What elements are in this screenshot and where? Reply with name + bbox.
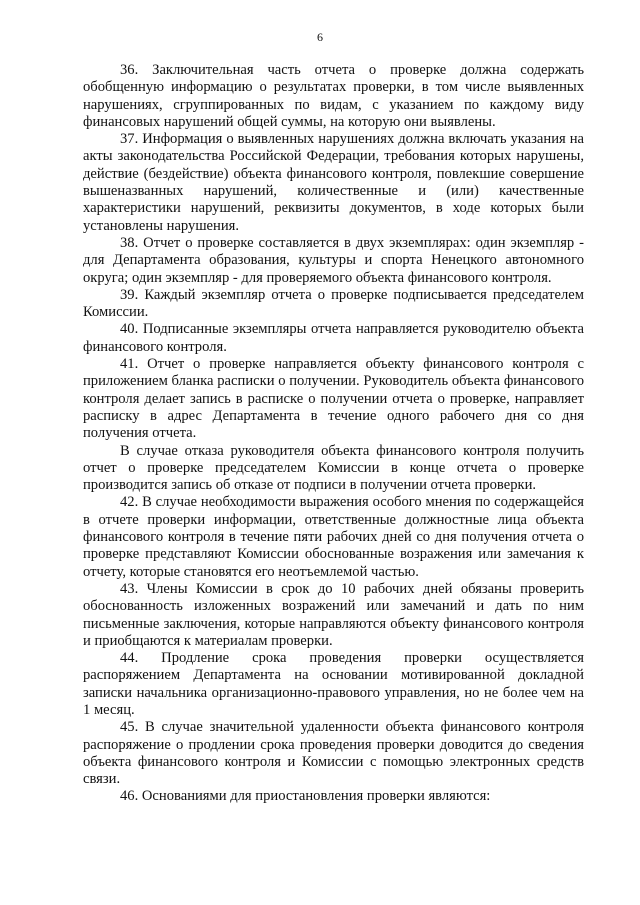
- page-number: 6: [317, 30, 323, 44]
- paragraph-40: 40. Подписанные экземпляры отчета направляется руководителю объекта финансового контроля.: [83, 321, 584, 355]
- paragraph-39: 39. Каждый экземпляр отчета о проверке подписывается председателем Комиссии.: [83, 286, 584, 321]
- paragraph-45: 45. В случае значительной удаленности объекта финансового контроля распоряжение о продлении срока проведения проверки доводится до сведения объекта финансового контроля и Комиссии с помощью электронных средств связи.: [83, 719, 584, 788]
- paragraph-36: 36. Заключительная часть отчета о проверке должна содержать обобщенную информацию о результатах проверки, в том числе выявленных нарушениях, сгруппированных по видам, с указанием по каждому виду финансовых нарушений общей суммы, на которую они выявлены.: [83, 62, 584, 130]
- paragraph-46: 46. Основаниями для приостановления проверки являются:: [120, 788, 491, 805]
- paragraph-41-refusal: В случае отказа руководителя объекта финансового контроля получить отчет о проверке председателем Комиссии в конце отчета о проверке производится запись об отказе от подписи в получении отчета проверки.: [83, 442, 584, 494]
- document-body: [83, 62, 584, 806]
- paragraph-37: 37. Информация о выявленных нарушениях должна включать указания на акты законодательства Российской Федерации, требования которых нарушены, действие (бездействие) объекта финансового контроля, повлекшие совершение вышеназванных нарушений, количественные и (или) качественные характеристики нарушений, реквизиты документов, в ходе которых были установлены нарушения.: [83, 131, 584, 234]
- paragraph-42: 42. В случае необходимости выражения особого мнения по содержащейся в отчете проверки информации, ответственные должностные лица объекта финансового контроля в течение пяти рабочих дней со дня получения отчета о проверке представляют Комиссии обоснованные возражения или замечания к отчету, которые становятся его неотъемлемой частью.: [83, 494, 584, 580]
- paragraph-44: 44. Продление срока проведения проверки осуществляется распоряжением Департамента на основании мотивированной докладной записки начальника организационно-правового управления, но не более чем на 1 месяц.: [83, 650, 584, 718]
- paragraph-43: 43. Члены Комиссии в срок до 10 рабочих дней обязаны проверить обоснованность изложенных возражений или замечаний и дать по ним письменные заключения, которые направляются объекту финансового контроля и приобщаются к материалам проверки.: [83, 580, 584, 649]
- paragraph-41: 41. Отчет о проверке направляется объекту финансового контроля с приложением бланка расписки о получении. Руководитель объекта финансового контроля делает запись в расписке о получении отчета о проверке, направляет расписку в адрес Департамента в течение одного рабочего дня со дня получения отчета.: [83, 356, 584, 442]
- paragraph-38: 38. Отчет о проверке составляется в двух экземплярах: один экземпляр - для Департамента образования, культуры и спорта Ненецкого автономного округа; один экземпляр - для проверяемого объекта финансового контроля.: [83, 234, 584, 286]
